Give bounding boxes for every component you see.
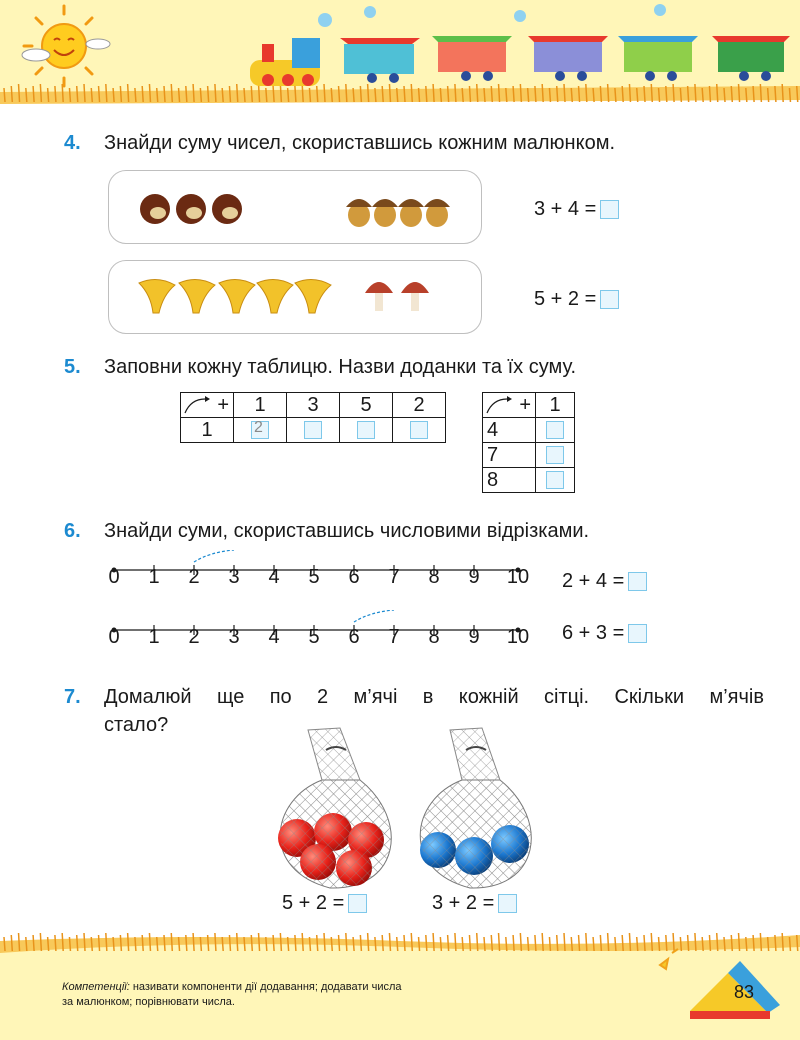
answer-box[interactable] bbox=[304, 421, 322, 439]
operator-cell bbox=[181, 393, 234, 418]
answer-box[interactable] bbox=[410, 421, 428, 439]
answer-box[interactable] bbox=[357, 421, 375, 439]
answer-cell bbox=[536, 468, 575, 493]
answer-cell bbox=[287, 418, 340, 443]
row-header-cell: 1 bbox=[181, 418, 234, 443]
jump-arc bbox=[194, 550, 234, 562]
equation-text: 3 + 4 = bbox=[534, 198, 597, 220]
task-7-equation-1 bbox=[282, 892, 367, 915]
chanterelle-icon bbox=[179, 279, 215, 313]
task-6-equation-1 bbox=[562, 570, 647, 593]
number-line-label: 9 bbox=[468, 566, 480, 588]
equation-text: 5 + 2 = bbox=[282, 892, 345, 914]
header-cell: 2 bbox=[393, 393, 446, 418]
answer-box[interactable] bbox=[348, 894, 367, 913]
task-7-number: 7. bbox=[64, 686, 81, 708]
answer-cell bbox=[536, 418, 575, 443]
number-line-label: 10 bbox=[506, 566, 530, 588]
number-line-label: 2 bbox=[188, 626, 200, 648]
acorn-cap bbox=[424, 199, 450, 207]
hint-digit: 2 bbox=[254, 419, 263, 437]
number-line-label: 7 bbox=[388, 626, 400, 648]
number-lines bbox=[0, 550, 800, 660]
chestnuts-acorns-box bbox=[108, 170, 482, 244]
number-line-label: 0 bbox=[108, 566, 120, 588]
number-line-label: 1 bbox=[148, 626, 160, 648]
bolete-icon bbox=[365, 282, 393, 293]
header-cell: 1 bbox=[536, 393, 575, 418]
number-line-label: 2 bbox=[188, 566, 200, 588]
chanterelle-icon bbox=[139, 279, 175, 313]
number-line-label: 8 bbox=[428, 626, 440, 648]
answer-box[interactable] bbox=[600, 290, 619, 309]
answer-box[interactable] bbox=[546, 446, 564, 464]
blue-balls-net bbox=[420, 728, 531, 888]
equation-text: 5 + 2 = bbox=[534, 288, 597, 310]
number-line-label: 8 bbox=[428, 566, 440, 588]
page-number: 83 bbox=[733, 982, 755, 1002]
acorn-cap bbox=[372, 199, 398, 207]
task-6-text: Знайди суми, скориставшись числовими відрізками. bbox=[104, 520, 590, 542]
answer-box[interactable] bbox=[600, 200, 619, 219]
arrow-icon bbox=[485, 395, 515, 415]
operator-cell bbox=[483, 393, 536, 418]
number-line-label: 4 bbox=[268, 626, 280, 648]
answer-cell bbox=[340, 418, 393, 443]
arrow-icon bbox=[183, 395, 213, 415]
addition-table-2 bbox=[482, 392, 575, 493]
equation-text: 3 + 2 = bbox=[432, 892, 495, 914]
task-4-text: Знайди суму чисел, скориставшись кожним малюнком. bbox=[104, 132, 615, 154]
addition-table-1 bbox=[180, 392, 446, 443]
chestnut-spot bbox=[222, 207, 238, 219]
chanterelle-icon bbox=[295, 279, 331, 313]
number-line-label: 1 bbox=[148, 566, 160, 588]
mushroom-stem bbox=[375, 291, 383, 311]
answer-box[interactable] bbox=[628, 572, 647, 591]
answer-box[interactable] bbox=[251, 421, 269, 439]
header-cell: 5 bbox=[340, 393, 393, 418]
task-6-equation-2 bbox=[562, 622, 647, 645]
task-4-equation-1 bbox=[534, 198, 619, 221]
competencies-note bbox=[62, 980, 402, 1010]
task-4-equation-2 bbox=[534, 288, 619, 311]
mushroom-stem bbox=[411, 291, 419, 311]
task-5-text: Заповни кожну таблицю. Назви доданки та їх суму. bbox=[104, 356, 577, 378]
task-5-number: 5. bbox=[64, 356, 81, 378]
competencies-line-1: називати компоненти дії додавання; додавати числа bbox=[129, 981, 402, 993]
number-line-label: 6 bbox=[348, 626, 360, 648]
chestnut-spot bbox=[186, 207, 202, 219]
number-line-label: 3 bbox=[228, 566, 240, 588]
mushrooms-picture bbox=[109, 261, 481, 333]
competencies-line-2: за малюнком; порівнювати числа. bbox=[62, 996, 235, 1008]
answer-box[interactable] bbox=[546, 421, 564, 439]
chestnut-spot bbox=[150, 207, 166, 219]
task-6-number: 6. bbox=[64, 520, 81, 542]
chestnuts-acorns-picture bbox=[109, 171, 481, 243]
row-header-cell: 7 bbox=[483, 443, 536, 468]
answer-box[interactable] bbox=[498, 894, 517, 913]
task-7-text-line-1: Домалюй ще по 2 м’ячі в кожній сітці. Скільки м’ячів bbox=[104, 686, 764, 708]
equation-text: 6 + 3 = bbox=[562, 622, 625, 644]
bolete-icon bbox=[401, 282, 429, 293]
row-header-cell: 4 bbox=[483, 418, 536, 443]
chanterelle-icon bbox=[257, 279, 293, 313]
header-decoration bbox=[0, 0, 800, 115]
acorn-cap bbox=[346, 199, 372, 207]
answer-cell bbox=[393, 418, 446, 443]
number-line-label: 3 bbox=[228, 626, 240, 648]
header-cell: 1 bbox=[234, 393, 287, 418]
acorn-cap bbox=[398, 199, 424, 207]
plus-sign: + bbox=[217, 393, 229, 416]
number-line-label: 7 bbox=[388, 566, 400, 588]
task-7-text-line-2: стало? bbox=[104, 714, 169, 736]
number-line-label: 10 bbox=[506, 626, 530, 648]
row-header-cell: 8 bbox=[483, 468, 536, 493]
number-line-label: 4 bbox=[268, 566, 280, 588]
task-7-equation-2 bbox=[432, 892, 517, 915]
mushrooms-box bbox=[108, 260, 482, 334]
red-balls-net bbox=[278, 728, 391, 888]
ball-nets-picture bbox=[260, 720, 560, 890]
equation-text: 2 + 4 = bbox=[562, 570, 625, 592]
chanterelle-icon bbox=[219, 279, 255, 313]
number-line-label: 0 bbox=[108, 626, 120, 648]
number-line-label: 5 bbox=[308, 626, 320, 648]
task-4-number: 4. bbox=[64, 132, 81, 154]
competencies-label: Компетенції: bbox=[62, 981, 130, 993]
number-line-label: 9 bbox=[468, 626, 480, 648]
answer-box[interactable] bbox=[628, 624, 647, 643]
number-line-label: 6 bbox=[348, 566, 360, 588]
answer-box[interactable] bbox=[546, 471, 564, 489]
number-line-label: 5 bbox=[308, 566, 320, 588]
header-cell: 3 bbox=[287, 393, 340, 418]
plus-sign: + bbox=[519, 393, 531, 416]
answer-cell bbox=[234, 418, 287, 443]
jump-arc bbox=[354, 610, 394, 622]
answer-cell bbox=[536, 443, 575, 468]
